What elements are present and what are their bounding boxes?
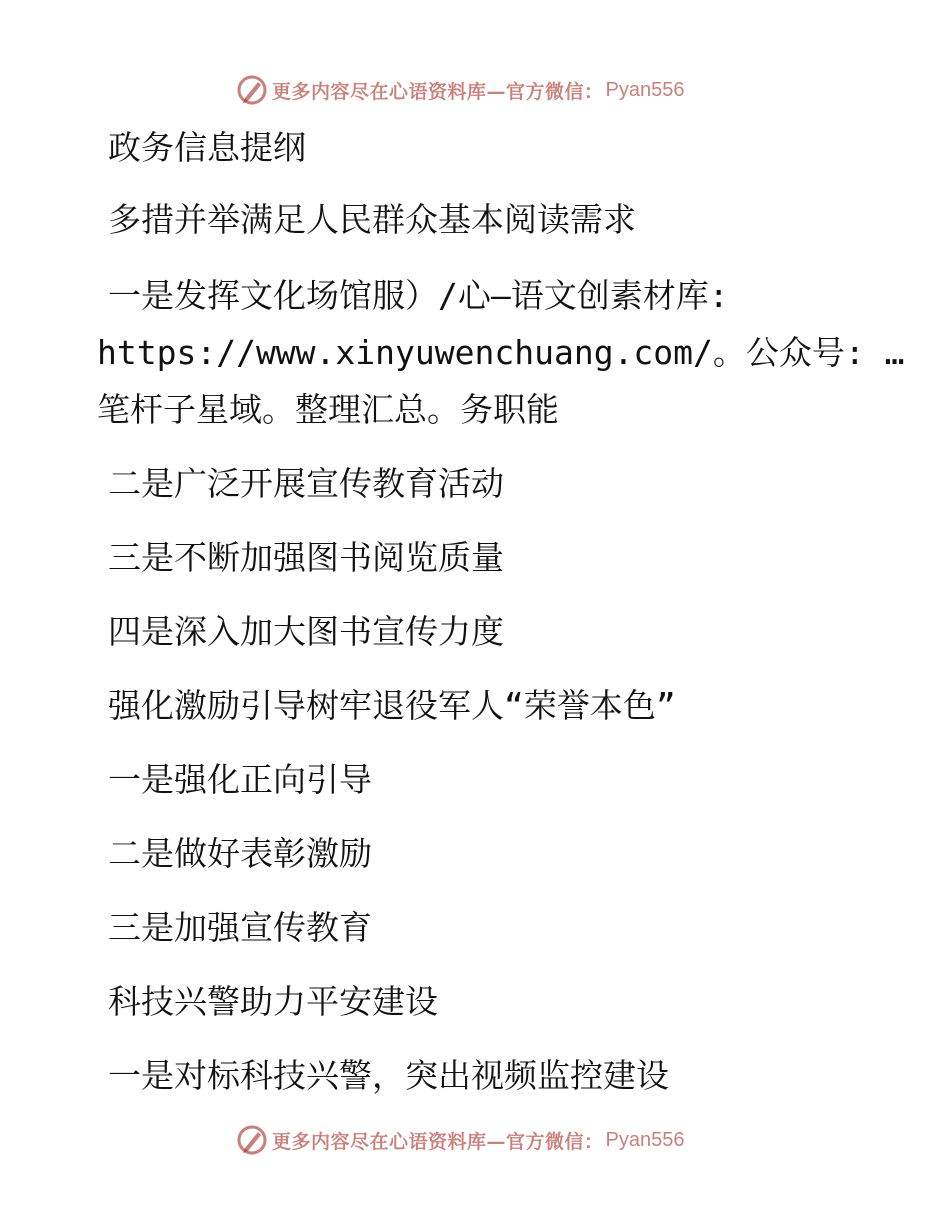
- header-watermark-banner: [236, 72, 684, 108]
- list-item: 二是做好表彰激励: [108, 834, 372, 873]
- banner-wechat-id: Pyan556: [605, 1128, 685, 1151]
- banner-wechat-id: Pyan556: [605, 78, 685, 101]
- banner-text: 更多内容尽在心语资料库—官方微信：: [272, 1130, 604, 1153]
- list-item: 四是深入加大图书宣传力度: [108, 612, 504, 651]
- list-item: 二是广泛开展宣传教育活动: [108, 464, 504, 503]
- footer-watermark-banner: [236, 1122, 684, 1158]
- list-item-continuation: https://www.xinyuwenchuang.com/。公众号: …: [97, 333, 905, 372]
- section-heading: 多措并举满足人民群众基本阅读需求: [108, 200, 636, 239]
- list-item-continuation: 笔杆子星域。整理汇总。务职能: [97, 390, 559, 429]
- banner-text: 更多内容尽在心语资料库—官方微信：: [272, 80, 604, 103]
- section-heading: 科技兴警助力平安建设: [108, 982, 438, 1021]
- doc-title: 政务信息提纲: [108, 128, 306, 167]
- list-item: 三是不断加强图书阅览质量: [108, 538, 504, 577]
- list-item: 三是加强宣传教育: [108, 908, 372, 947]
- pen-logo-icon: [236, 74, 268, 106]
- list-item: 一是对标科技兴警，突出视频监控建设: [108, 1056, 669, 1095]
- pen-logo-icon: [236, 1124, 268, 1156]
- section-heading: 强化激励引导树牢退役军人“荣誉本色”: [108, 686, 676, 725]
- list-item: 一是强化正向引导: [108, 760, 372, 799]
- list-item: 一是发挥文化场馆服）/心—语文创素材库:: [108, 276, 729, 315]
